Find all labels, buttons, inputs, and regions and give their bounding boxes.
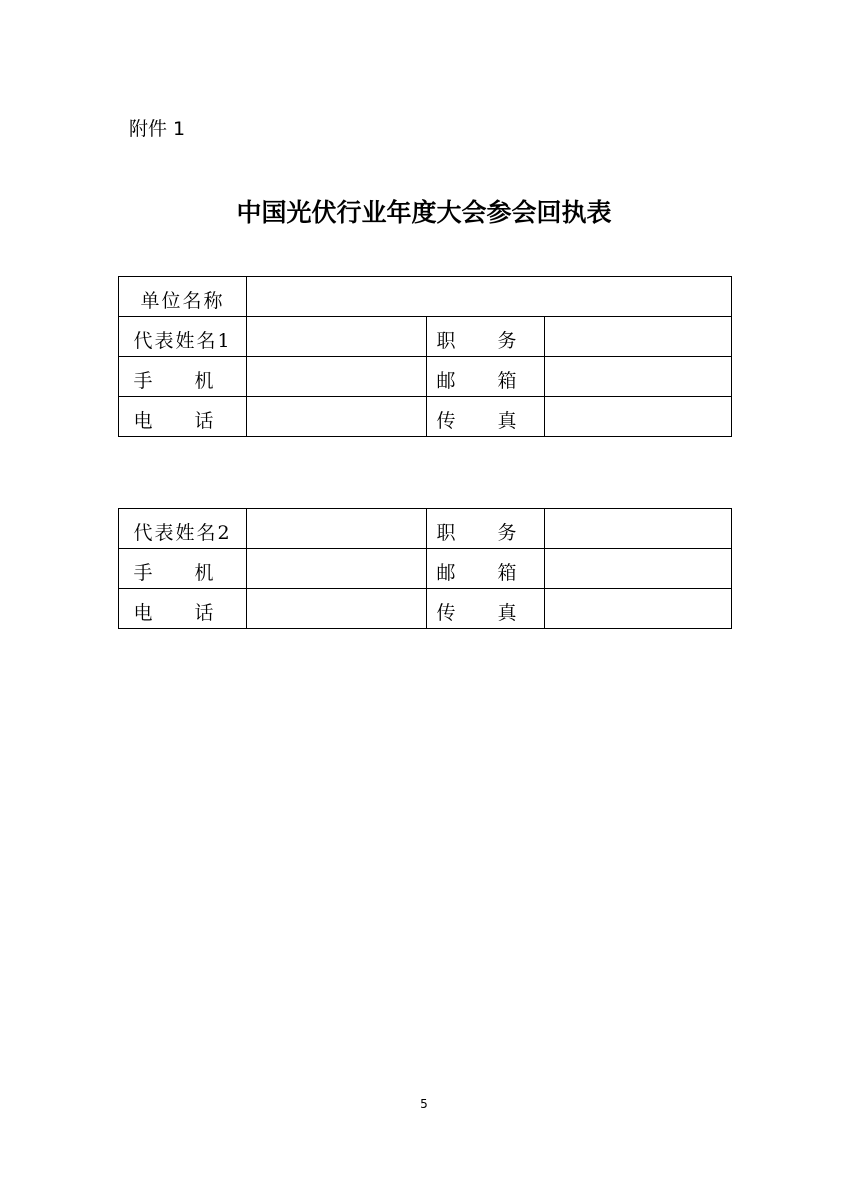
org-name-label: 单位名称 <box>119 277 247 317</box>
fax-field[interactable] <box>545 589 732 629</box>
mobile-label: 手 机 <box>119 549 247 589</box>
page-number: 5 <box>420 1097 428 1111</box>
form-title: 中国光伏行业年度大会参会回执表 <box>236 198 612 227</box>
phone-label: 电 话 <box>119 589 247 629</box>
fax-label: 传 真 <box>427 397 545 437</box>
fax-field[interactable] <box>545 397 732 437</box>
mobile-label: 手 机 <box>119 357 247 397</box>
phone-field[interactable] <box>247 589 427 629</box>
email-field[interactable] <box>545 549 732 589</box>
position-field[interactable] <box>545 317 732 357</box>
email-label: 邮 箱 <box>427 357 545 397</box>
phone-label: 电 话 <box>119 397 247 437</box>
position-field[interactable] <box>545 509 732 549</box>
email-label: 邮 箱 <box>427 549 545 589</box>
mobile-field[interactable] <box>247 549 427 589</box>
registration-table-1 <box>118 276 732 437</box>
position-label: 职 务 <box>427 317 545 357</box>
registration-table-2 <box>118 508 732 629</box>
attachment-label: 附件 1 <box>129 118 186 140</box>
rep-name-field[interactable] <box>247 509 427 549</box>
email-field[interactable] <box>545 357 732 397</box>
org-name-field[interactable] <box>247 277 732 317</box>
rep-name-field[interactable] <box>247 317 427 357</box>
phone-field[interactable] <box>247 397 427 437</box>
mobile-field[interactable] <box>247 357 427 397</box>
fax-label: 传 真 <box>427 589 545 629</box>
rep-name-label: 代表姓名2 <box>119 509 247 549</box>
rep-name-label: 代表姓名1 <box>119 317 247 357</box>
position-label: 职 务 <box>427 509 545 549</box>
